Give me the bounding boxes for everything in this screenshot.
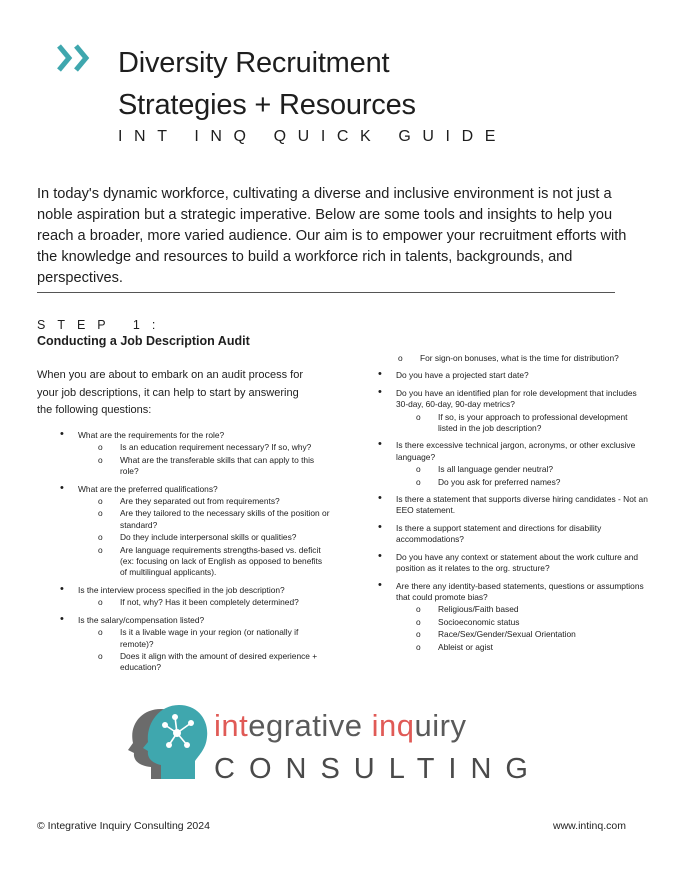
question-item [60, 430, 330, 478]
step-label: STEP 1: [37, 318, 168, 332]
sub-question: o Is it a livable wage in your region (or nationally if remote)? [98, 627, 330, 650]
step-lead-text: When you are about to embark on an audit process for your job descriptions, it can help to start by answering the following questions: [37, 369, 303, 416]
continued-sub-list [378, 353, 648, 364]
question-text: • Is there excessive technical jargon, acronyms, or other exclusive language? [396, 440, 636, 462]
sub-question: o Are they tailored to the necessary skills of the position or standard? [98, 508, 330, 531]
sub-question: o What are the transferable skills that can apply to this role? [98, 455, 330, 478]
sub-question: o Race/Sex/Gender/Sexual Orientation [416, 629, 648, 640]
question-item [378, 581, 648, 653]
question-text: • Do you have an identified plan for role development that includes 30-day, 60-day, 90-day metrics? [396, 387, 637, 410]
footer-url[interactable]: www.intinq.com [553, 820, 626, 832]
sub-question-list [78, 496, 330, 579]
question-text: • Is the interview process specified in the job description? [78, 584, 285, 595]
sub-question: o Do they include interpersonal skills or qualities? [98, 532, 330, 543]
questions-left-column [60, 430, 330, 680]
sub-question: o Does it align with the amount of desired experience + education? [98, 651, 330, 674]
question-text: • What are the requirements for the role? [78, 430, 225, 440]
sub-question: o If so, is your approach to professional development listed in the job description? [416, 412, 648, 435]
brand-consulting: CONSULTING [214, 753, 542, 785]
sub-question: o Ableist or agist [416, 642, 648, 653]
question-item [378, 494, 648, 517]
page-title [118, 42, 416, 126]
sub-question-list [78, 627, 330, 674]
sub-question: o Do you ask for preferred names? [416, 477, 648, 488]
question-item [378, 440, 648, 488]
step-title: Conducting a Job Description Audit [37, 334, 250, 348]
question-text: • What are the preferred qualifications? [78, 483, 218, 494]
sub-question: o Religious/Faith based [416, 604, 648, 615]
sub-question: o Is all language gender neutral? [416, 464, 648, 475]
footer-copyright: © Integrative Inquiry Consulting 2024 [37, 820, 210, 832]
divider [37, 292, 615, 293]
sub-question-list [396, 412, 648, 435]
sub-question: o Are they separated out from requirements? [98, 496, 330, 507]
questions-right-column [378, 352, 648, 659]
sub-question-list [78, 442, 330, 477]
question-text: • Do you have a projected start date? [396, 370, 529, 381]
question-text: • Are there any identity-based statements, questions or assumptions that could promote bias? [396, 580, 644, 602]
double-chevron-right-icon [56, 42, 96, 74]
question-item [378, 523, 648, 546]
sub-question-list [396, 464, 648, 488]
sub-question-list [78, 597, 330, 608]
question-text: • Is there a statement that supports diverse hiring candidates - Not an EEO statement. [396, 494, 648, 516]
sub-question: o Socioeconomic status [416, 617, 648, 628]
question-item [378, 552, 648, 575]
question-text: • Is the salary/compensation listed? [78, 614, 205, 625]
page-subtitle: INT INQ QUICK GUIDE [118, 128, 508, 145]
question-item [60, 585, 330, 609]
brand-wordmark: integrative inquiry [214, 708, 467, 743]
sub-question-list [396, 604, 648, 653]
question-item [60, 484, 330, 579]
intro-paragraph: In today's dynamic workforce, cultivating a diverse and inclusive environment is not just a noble aspiration but a strategic imperative. Below are some tools and insights to help you reach a broader, more varied audience. Our aim is to empower your recruitment efforts with the knowledge and resources to build a workforce rich in talents, backgrounds, and perspectives. [37, 186, 627, 286]
sub-question: o If not, why? Has it been completely determined? [98, 597, 330, 608]
sub-question: o For sign-on bonuses, what is the time for distribution? [398, 353, 648, 364]
question-text: • Do you have any context or statement about the work culture and position as it relates to the org. structure? [396, 551, 639, 574]
heads-network-logo [113, 703, 213, 779]
question-text: • Is there a support statement and directions for disability accommodations? [396, 522, 602, 545]
title-line-2: Strategies + Resources [118, 89, 416, 121]
question-item [378, 370, 648, 381]
question-item [378, 388, 648, 435]
question-item [60, 615, 330, 674]
sub-question: o Is an education requirement necessary? If so, why? [98, 442, 330, 453]
sub-question: o Are language requirements strengths-based vs. deficit (ex: focusing on lack of English as opposed to benefits of multilingual applicants). [98, 545, 330, 579]
title-line-1: Diversity Recruitment [118, 47, 390, 79]
